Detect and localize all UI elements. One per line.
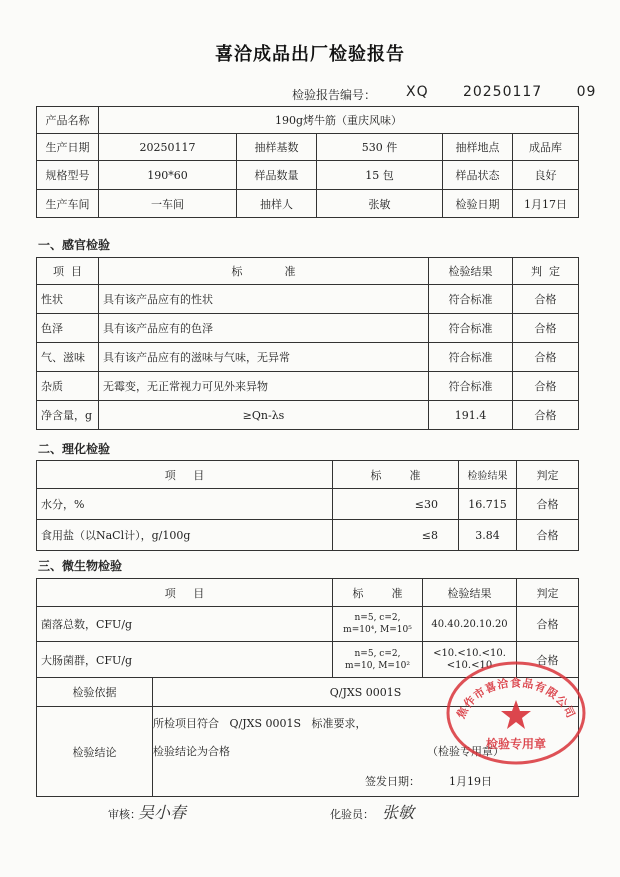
micro-std — [333, 607, 423, 642]
prod-date-label: 生产日期 — [37, 134, 99, 161]
basis: Q/JXS 0001S — [153, 678, 579, 707]
micro-header-result: 检验结果 — [423, 579, 517, 607]
sample-qty: 15 包 — [317, 161, 443, 190]
sensory-std: 无霉变，无正常视力可见外来异物 — [99, 372, 429, 401]
sensory-result: 符合标准 — [429, 314, 513, 343]
conclusion-table — [36, 677, 579, 797]
workshop-label: 生产车间 — [37, 190, 99, 218]
physchem-judge: 合格 — [517, 520, 579, 551]
sensory-std: 具有该产品应有的性状 — [99, 285, 429, 314]
issue-date: 1月19日 — [449, 775, 492, 788]
section-heading-micro: 三、微生物检验 — [38, 559, 123, 573]
micro-item: 菌落总数，CFU/g — [37, 607, 333, 642]
conclusion-line2: 检验结论为合格 — [153, 745, 230, 758]
seal-arc-text: 焦作市喜洽食品有限公司 — [454, 676, 578, 721]
micro-std-line2: m=10, M=10² — [344, 660, 411, 671]
sample-state-label: 样品状态 — [443, 161, 513, 190]
physchem-judge: 合格 — [517, 489, 579, 520]
product-name-label: 产品名称 — [37, 107, 99, 134]
table-row — [37, 642, 579, 678]
sensory-judge: 合格 — [513, 343, 579, 372]
sample-qty-label: 样品数量 — [237, 161, 317, 190]
sensory-item: 杂质 — [37, 372, 99, 401]
section-heading-sensory: 一、感官检验 — [38, 238, 111, 252]
micro-result: 40.40.20.10.20 — [423, 607, 517, 642]
table-row — [37, 520, 579, 551]
physchem-table — [36, 460, 579, 551]
spec-label: 规格型号 — [37, 161, 99, 190]
report-number: XQ 20250117 09 — [406, 84, 597, 100]
report-title: 喜洽成品出厂检验报告 — [215, 44, 405, 65]
issue-date-label: 签发日期： — [365, 775, 420, 788]
micro-header-std: 标 准 — [333, 579, 423, 607]
physchem-header-judge: 判定 — [517, 461, 579, 489]
reviewer-label: 审核： — [108, 808, 141, 821]
micro-item: 大肠菌群，CFU/g — [37, 642, 333, 678]
micro-std-line1: n=5, c=2, — [354, 648, 401, 659]
sensory-judge: 合格 — [513, 285, 579, 314]
prod-date: 20250117 — [99, 134, 237, 161]
sensory-item: 性状 — [37, 285, 99, 314]
basis-label: 检验依据 — [37, 678, 153, 707]
micro-header-judge: 判定 — [517, 579, 579, 607]
workshop: 一车间 — [99, 190, 237, 218]
physchem-header-item: 项 目 — [37, 461, 333, 489]
physchem-header-result: 检验结果 — [459, 461, 517, 489]
section-heading-physchem: 二、理化检验 — [38, 442, 111, 456]
sample-site: 成品库 — [513, 134, 579, 161]
physchem-result: 3.84 — [459, 520, 517, 551]
micro-std-line1: n=5, c=2, — [354, 613, 401, 623]
micro-header-item: 项 目 — [37, 579, 333, 607]
chemist-signature: 张敏 — [382, 803, 415, 822]
micro-std-line2: m=10⁴, M=10⁵ — [343, 625, 412, 635]
product-name: 190g烤牛筋（重庆风味） — [99, 107, 579, 134]
sensory-result: 符合标准 — [429, 372, 513, 401]
test-date: 1月17日 — [513, 190, 579, 218]
micro-table — [36, 578, 579, 678]
sensory-header-result: 检验结果 — [429, 258, 513, 285]
sensory-header-std: 标 准 — [99, 258, 429, 285]
sensory-item: 气、滋味 — [37, 343, 99, 372]
sensory-judge: 合格 — [513, 401, 579, 430]
test-date-label: 检验日期 — [443, 190, 513, 218]
micro-judge: 合格 — [517, 642, 579, 678]
sensory-std: 具有该产品应有的滋味与气味，无异常 — [99, 343, 429, 372]
sampler: 张敏 — [317, 190, 443, 218]
spec: 190*60 — [99, 161, 237, 190]
info-table — [36, 106, 579, 218]
sensory-result: 符合标准 — [429, 285, 513, 314]
seal-note: （检验专用章） — [427, 745, 504, 758]
sampler-label: 抽样人 — [237, 190, 317, 218]
micro-result: <10.<10.<10.<10.<10 — [423, 642, 517, 678]
report-number-label: 检验报告编号： — [292, 88, 377, 102]
sample-state: 良好 — [513, 161, 579, 190]
sensory-header-item: 项 目 — [37, 258, 99, 285]
physchem-std: ≤8 — [333, 520, 459, 551]
conclusion-line1: 所检项目符合 Q/JXS 0001S 标准要求， — [153, 717, 367, 730]
sensory-std: 具有该产品应有的色泽 — [99, 314, 429, 343]
table-row — [37, 285, 579, 314]
sensory-table — [36, 257, 579, 430]
sensory-result: 191.4 — [429, 401, 513, 430]
table-row — [37, 314, 579, 343]
sensory-judge: 合格 — [513, 314, 579, 343]
sample-site-label: 抽样地点 — [443, 134, 513, 161]
reviewer-signature: 吴小春 — [138, 803, 187, 822]
physchem-result: 16.715 — [459, 489, 517, 520]
sample-base: 530 件 — [317, 134, 443, 161]
sensory-item: 净含量，g — [37, 401, 99, 430]
table-row — [37, 489, 579, 520]
sample-base-label: 抽样基数 — [237, 134, 317, 161]
physchem-std: ≤30 — [333, 489, 459, 520]
micro-judge: 合格 — [517, 607, 579, 642]
micro-std — [333, 642, 423, 678]
sensory-result: 符合标准 — [429, 343, 513, 372]
conclusion-cell — [153, 707, 579, 797]
table-row — [37, 372, 579, 401]
sensory-item: 色泽 — [37, 314, 99, 343]
physchem-item: 水分，% — [37, 489, 333, 520]
physchem-header-std: 标 准 — [333, 461, 459, 489]
table-row — [37, 401, 579, 430]
table-row — [37, 343, 579, 372]
physchem-item: 食用盐（以NaCl计），g/100g — [37, 520, 333, 551]
seal-sub-text: 检验专用章 — [485, 737, 547, 751]
table-row — [37, 607, 579, 642]
sensory-judge: 合格 — [513, 372, 579, 401]
sensory-std: ≥Qn-λs — [99, 401, 429, 430]
chemist-label: 化验员： — [330, 808, 374, 821]
sensory-header-judge: 判 定 — [513, 258, 579, 285]
conclusion-label: 检验结论 — [37, 707, 153, 797]
